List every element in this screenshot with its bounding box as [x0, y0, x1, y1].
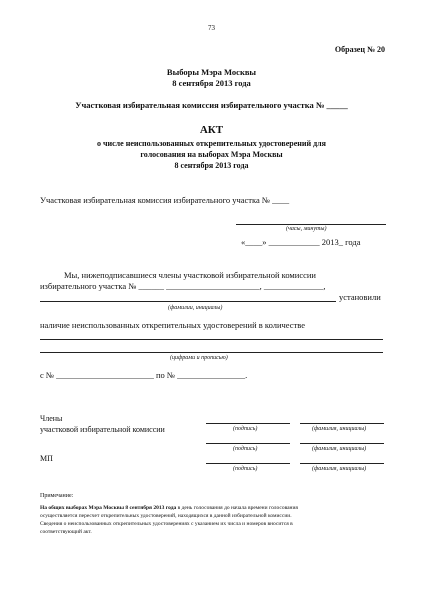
name-line-3: [300, 463, 384, 464]
commission-heading: Участковая избирательная комиссия избирательного участка № _____: [75, 100, 348, 110]
name-line-2: [300, 443, 384, 444]
quantity-line-1: [40, 339, 383, 340]
note-label: Примечание:: [40, 493, 74, 499]
quantity-line-2: [40, 352, 383, 353]
note-line-4: соответствующий акт.: [40, 529, 92, 535]
name-caption-1: (фамилия, инициалы): [312, 426, 367, 432]
signature-line-3: [206, 463, 290, 464]
range-line: с № _______________________ по № ________________.: [40, 370, 248, 380]
commission-line: Участковая избирательная комиссия избирательного участка № ____: [40, 195, 290, 205]
note-line-3: Сведения о неиспользованных открепительных удостоверениях с указанием их числа и номеров вносится в: [40, 521, 293, 527]
body-line-3-end: установили: [339, 292, 381, 302]
page-number: 73: [208, 24, 215, 32]
note-line-1-rest: в день голосования до начала времени голосования: [176, 505, 298, 511]
act-title: АКТ: [199, 124, 224, 136]
time-line: [236, 224, 386, 225]
stamp-label: МП: [40, 454, 53, 463]
signature-caption-2: (подпись): [233, 446, 258, 452]
time-caption: (часы, минуты): [286, 226, 327, 232]
election-date: 8 сентября 2013 года: [172, 78, 251, 88]
signature-caption-3: (подпись): [233, 466, 258, 472]
act-subtitle-2: голосования на выборах Мэра Москвы: [140, 150, 283, 159]
note-line-1: [40, 505, 298, 511]
signature-caption-1: (подпись): [233, 426, 258, 432]
signature-line-1: [206, 423, 290, 424]
digits-caption: (цифрами и прописью): [170, 355, 228, 361]
act-subtitle-1: о числе неиспользованных открепительных удостоверений для: [97, 139, 326, 148]
election-title: Выборы Мэра Москвы: [166, 67, 257, 77]
members-label-1: Члены: [40, 414, 63, 423]
note-line-2: осуществляется пересчет открепительных удостоверений, находящихся в данной избирательной комиссии.: [40, 513, 292, 519]
signature-line-2: [206, 443, 290, 444]
body-line-1: Мы, нижеподписавшиеся члены участковой избирательной комиссии: [64, 270, 316, 280]
body-line-4: наличие неиспользованных открепительных удостоверений в количестве: [40, 320, 306, 330]
name-line-1: [300, 423, 384, 424]
names-line: [40, 301, 336, 302]
body-line-2: избирательного участка № ______ ______________________, ______________,: [40, 281, 326, 291]
name-caption-2: (фамилия, инициалы): [312, 446, 367, 452]
sample-label: Образец № 20: [334, 45, 385, 54]
note-bold-part: На общих выборах Мэра Москвы 8 сентября 2013 года: [40, 505, 177, 511]
members-label-2: участковой избирательной комиссии: [40, 425, 165, 434]
names-caption: (фамилии, инициалы): [168, 305, 223, 311]
name-caption-3: (фамилия, инициалы): [312, 466, 367, 472]
act-subtitle-3: 8 сентября 2013 года: [174, 161, 249, 170]
date-line: «____» ____________ 2013_ года: [241, 237, 361, 247]
